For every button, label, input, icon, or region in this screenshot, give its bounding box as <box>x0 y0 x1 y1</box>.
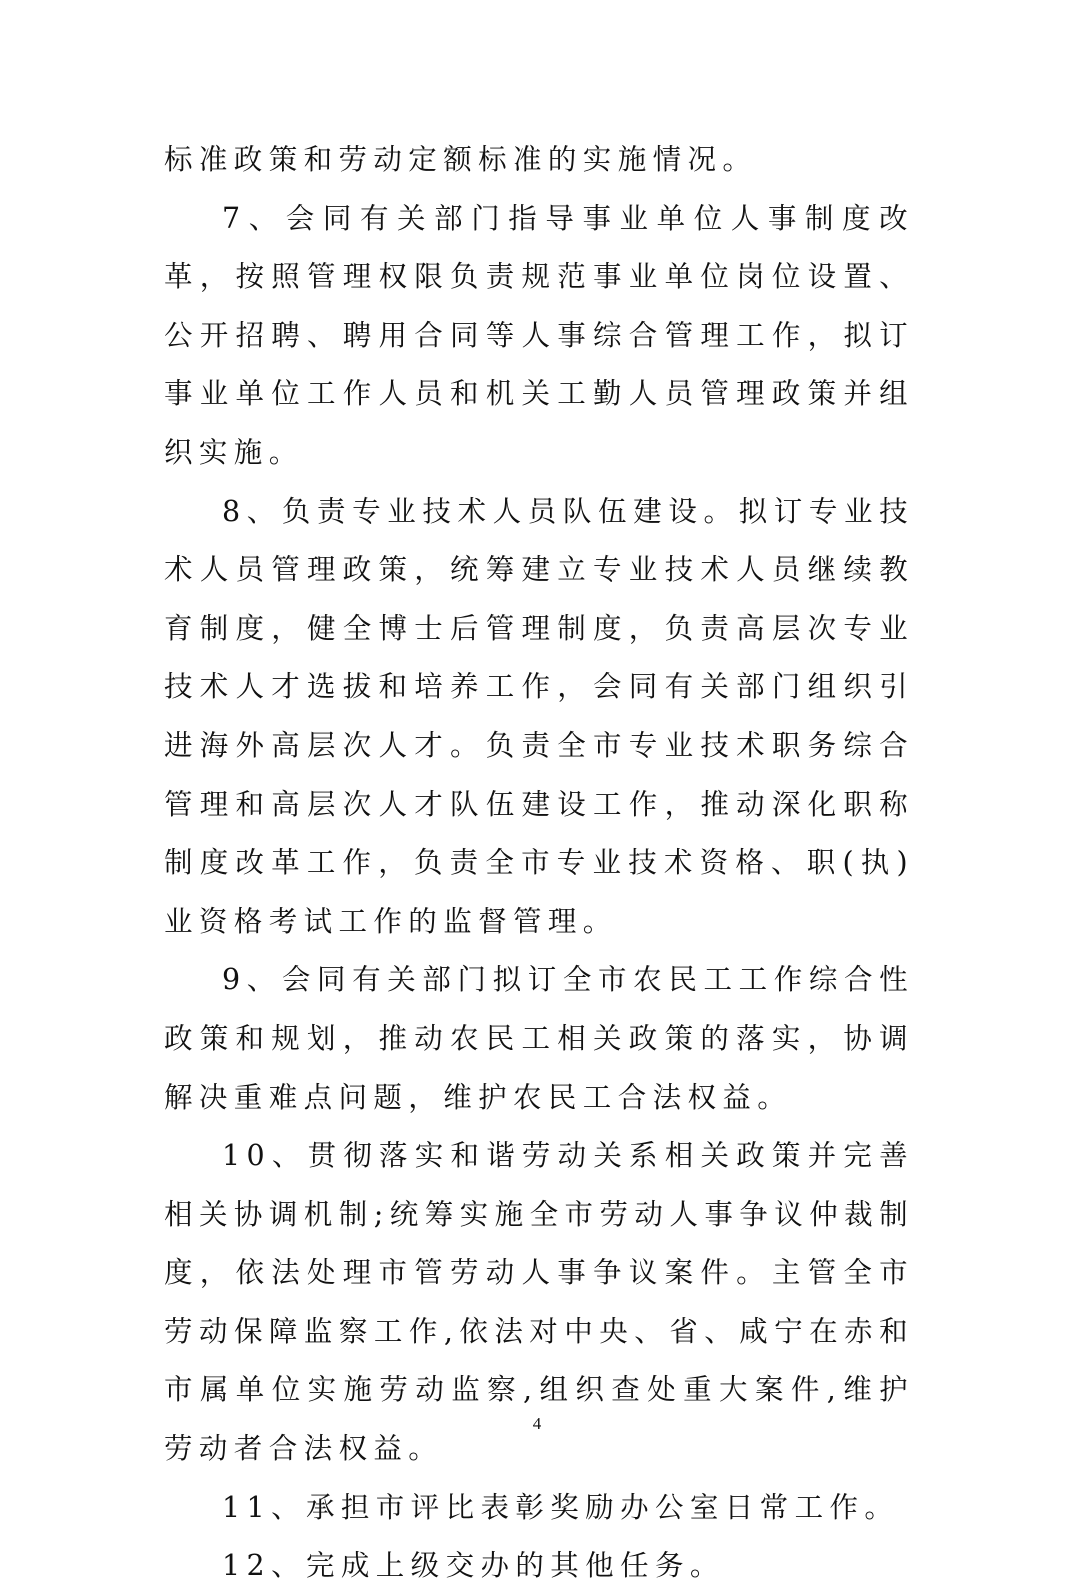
paragraph-continuation: 标准政策和劳动定额标准的实施情况。 <box>164 143 758 176</box>
paragraph-item-12: 12、完成上级交办的其他任务。 <box>222 1549 725 1583</box>
paragraph-item-10: 10、贯彻落实和谐劳动关系相关政策并完善相关协调机制;统筹实施全市劳动人事争议仲裁制度，依法处理市管劳动人事争议案件。主管全市劳动保障监察工作,依法对中央、省、咸宁在赤和市属单位实施劳动监察,组织查处重大案件,维护劳动者合法权益。 <box>164 1139 914 1466</box>
paragraph-item-11: 11、承担市评比表彰奖励办公室日常工作。 <box>222 1490 900 1524</box>
paragraph-item-8: 8、负责专业技术人员队伍建设。拟订专业技术人员管理政策，统筹建立专业技术人员继续教育制度，健全博士后管理制度，负责高层次专业技术人才选拔和培养工作，会同有关部门组织引进海外高层次人才。负责全市专业技术职务综合管理和高层次人才队伍建设工作，推动深化职称制度改革工作，负责全市专业技术资格、职(执)业资格考试工作的监督管理。 <box>164 494 914 938</box>
page-number: 4 <box>532 1414 542 1433</box>
paragraph-item-9: 9、会同有关部门拟订全市农民工工作综合性政策和规划，推动农民工相关政策的落实，协调解决重难点问题，维护农民工合法权益。 <box>164 963 914 1114</box>
body-text <box>164 131 914 1596</box>
paragraph-item-7: 7、会同有关部门指导事业单位人事制度改革，按照管理权限负责规范事业单位岗位设置、公开招聘、聘用合同等人事综合管理工作，拟订事业单位工作人员和机关工勤人员管理政策并组织实施。 <box>164 201 914 469</box>
